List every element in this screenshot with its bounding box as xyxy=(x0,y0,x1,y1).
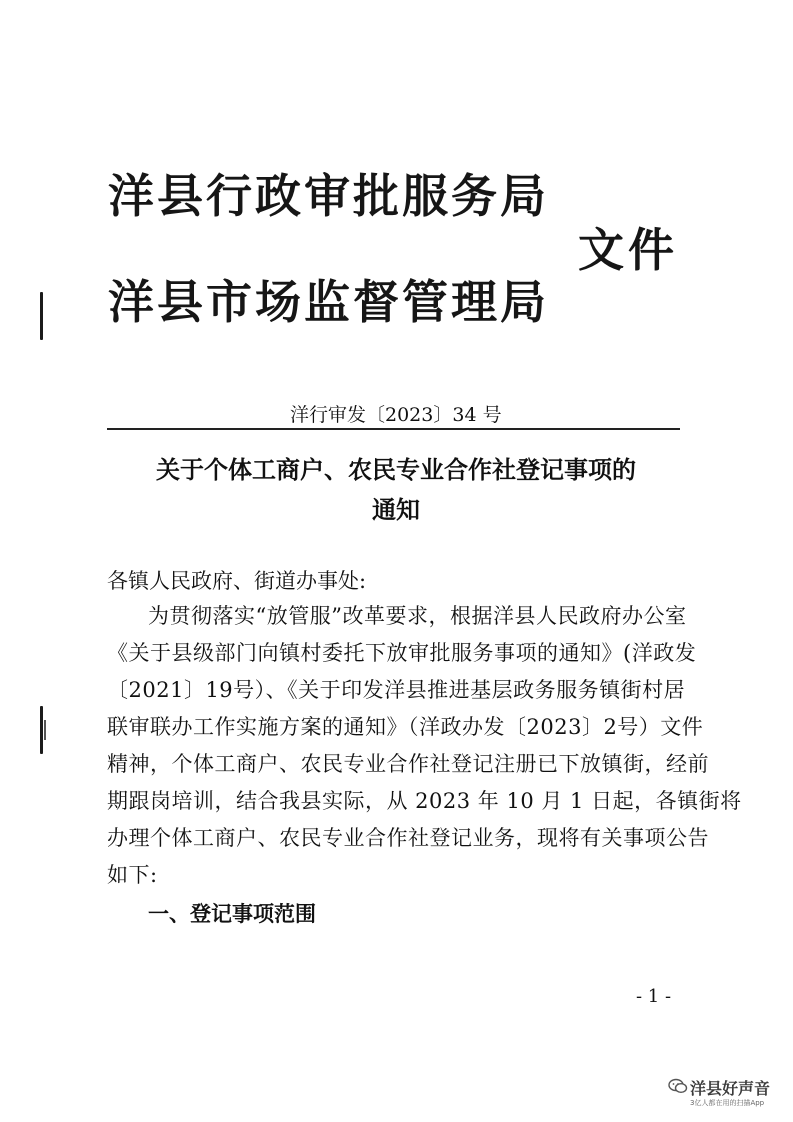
binding-mark xyxy=(40,706,43,754)
notice-title-line1: 关于个体工商户、农民专业合作社登记事项的 xyxy=(156,456,636,484)
body-line: 为贯彻落实“放管服”改革要求，根据洋县人民政府办公室 xyxy=(148,604,687,628)
doc-number: 洋行审发〔2023〕34 号 xyxy=(290,404,502,426)
body-line: 〔2021〕19号）、《关于印发洋县推进基层政务服务镇街村居 xyxy=(107,678,686,702)
body-line: 如下: xyxy=(107,863,158,887)
binding-mark xyxy=(44,720,46,740)
section-heading: 一、登记事项范围 xyxy=(148,902,316,926)
body-line: 期跟岗培训，结合我县实际，从 2023 年 10 月 1 日起，各镇街将 xyxy=(107,789,742,813)
agency-name-2: 洋县市场监督管理局 xyxy=(108,275,549,329)
salutation: 各镇人民政府、街道办事处: xyxy=(107,569,367,593)
body-line: 办理个体工商户、农民专业合作社登记业务，现将有关事项公告 xyxy=(107,826,709,850)
agency-name-1: 洋县行政审批服务局 xyxy=(108,169,549,223)
doc-type-label: 文件 xyxy=(578,223,678,277)
wechat-logo-icon xyxy=(668,1078,688,1094)
watermark-text: 洋县好声音 xyxy=(690,1079,771,1098)
watermark-subtext: 3亿人都在用的扫描App xyxy=(690,1099,765,1107)
body-line: 联审联办工作实施方案的通知》（洋政办发〔2023〕2号）文件 xyxy=(107,715,704,739)
header-rule xyxy=(107,428,680,430)
binding-mark xyxy=(40,292,43,340)
body-line: 精神，个体工商户、农民专业合作社登记注册已下放镇街，经前 xyxy=(107,752,709,776)
body-line: 《关于县级部门向镇村委托下放审批服务事项的通知》(洋政发 xyxy=(107,641,697,665)
page-number: - 1 - xyxy=(636,986,672,1007)
notice-title-line2: 通知 xyxy=(372,496,420,524)
